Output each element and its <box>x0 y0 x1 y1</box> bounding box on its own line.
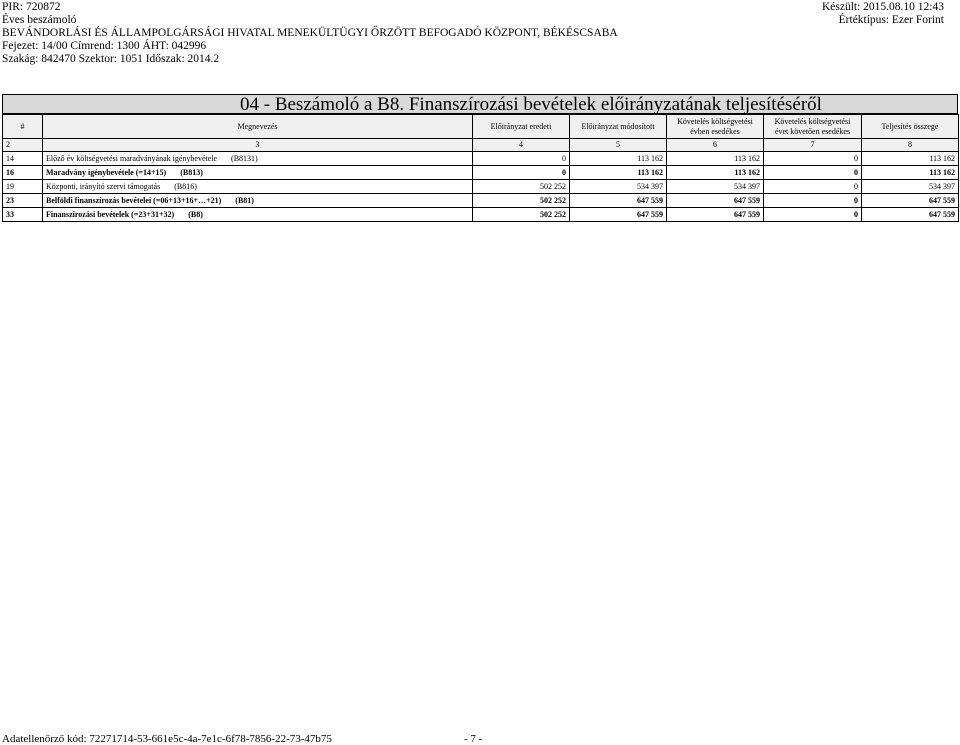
cell-claim-current: 113 162 <box>667 152 764 166</box>
table-row <box>3 208 959 222</box>
cell-claim-current: 647 559 <box>667 208 764 222</box>
report-type: Éves beszámoló <box>2 14 77 26</box>
col-number: 7 <box>764 139 862 152</box>
cell-claim-next: 0 <box>764 180 862 194</box>
report-title: 04 - Beszámoló a B8. Finanszírozási bevételek előirányzatának teljesítéséről <box>240 94 822 115</box>
row-code: (B8131) <box>231 154 258 163</box>
cell-performance: 647 559 <box>862 208 959 222</box>
cell-performance: 113 162 <box>862 166 959 180</box>
sector-line: Szakág: 842470 Szektor: 1051 Időszak: 2014.2 <box>2 53 220 65</box>
row-label <box>43 152 473 166</box>
row-code: (B816) <box>174 182 197 191</box>
cell-claim-current: 534 397 <box>667 180 764 194</box>
row-code: (B81) <box>235 196 254 205</box>
cell-claim-current: 113 162 <box>667 166 764 180</box>
value-type: Értéktípus: Ezer Forint <box>838 14 944 26</box>
report-table <box>2 114 959 222</box>
cell-original: 502 252 <box>473 208 570 222</box>
cell-claim-next: 0 <box>764 208 862 222</box>
page-number: - 7 - <box>464 733 483 745</box>
col-header-claim-next: Követelés költségvetési évet követően esedékes <box>764 115 862 139</box>
cell-performance: 113 162 <box>862 152 959 166</box>
row-label <box>43 208 473 222</box>
row-code: (B8) <box>188 210 203 219</box>
cell-modified: 647 559 <box>570 208 667 222</box>
cell-performance: 534 397 <box>862 180 959 194</box>
col-number: 2 <box>3 139 43 152</box>
row-label <box>43 194 473 208</box>
row-number: 14 <box>3 152 43 166</box>
col-header-original: Előirányzat eredeti <box>473 115 570 139</box>
col-header-performance: Teljesítés összege <box>862 115 959 139</box>
col-header-claim-current: Követelés költségvetési évben esedékes <box>667 115 764 139</box>
table-row <box>3 180 959 194</box>
cell-modified: 534 397 <box>570 180 667 194</box>
column-number-row <box>3 139 959 152</box>
col-number: 3 <box>43 139 473 152</box>
cell-modified: 647 559 <box>570 194 667 208</box>
row-label <box>43 166 473 180</box>
col-number: 4 <box>473 139 570 152</box>
institution-name: BEVÁNDORLÁSI ÉS ÁLLAMPOLGÁRSÁGI HIVATAL MENEKÜLTÜGYI ŐRZÖTT BEFOGADÓ KÖZPONT, BÉKÉSCSABA <box>2 27 618 39</box>
cell-original: 0 <box>473 152 570 166</box>
row-name: Belföldi finanszírozás bevételei (=06+13+16+…+21) <box>46 196 222 205</box>
table-row <box>3 166 959 180</box>
col-header-name: Megnevezés <box>43 115 473 139</box>
row-number: 33 <box>3 208 43 222</box>
row-number: 19 <box>3 180 43 194</box>
chapter-line: Fejezet: 14/00 Címrend: 1300 ÁHT: 042996 <box>2 40 207 52</box>
row-name: Finanszírozási bevételek (=23+31+32) <box>46 210 175 219</box>
table-row <box>3 194 959 208</box>
row-number: 16 <box>3 166 43 180</box>
col-number: 5 <box>570 139 667 152</box>
cell-claim-next: 0 <box>764 152 862 166</box>
col-header-nr: # <box>3 115 43 139</box>
row-name: Előző év költségvetési maradványának igénybevétele <box>46 154 218 163</box>
cell-performance: 647 559 <box>862 194 959 208</box>
cell-modified: 113 162 <box>570 152 667 166</box>
cell-original: 0 <box>473 166 570 180</box>
row-name: Központi, irányító szervi támogatás <box>46 182 161 191</box>
pir-id: PIR: 720872 <box>2 1 61 13</box>
cell-modified: 113 162 <box>570 166 667 180</box>
column-header-row <box>3 115 959 139</box>
created-timestamp: Készült: 2015.08.10 12:43 <box>821 1 944 13</box>
cell-claim-next: 0 <box>764 194 862 208</box>
checksum-code: Adatellenőrző kód: 72271714-53-661e5c-4a-7e1c-6f78-7856-22-73-47b75 <box>2 733 332 745</box>
cell-claim-current: 647 559 <box>667 194 764 208</box>
row-code: (B813) <box>180 168 203 177</box>
cell-original: 502 252 <box>473 194 570 208</box>
cell-original: 502 252 <box>473 180 570 194</box>
row-number: 23 <box>3 194 43 208</box>
col-number: 8 <box>862 139 959 152</box>
cell-claim-next: 0 <box>764 166 862 180</box>
row-name: Maradvány igénybevétele (=14+15) <box>46 168 167 177</box>
row-label <box>43 180 473 194</box>
table-row <box>3 152 959 166</box>
col-number: 6 <box>667 139 764 152</box>
col-header-modified: Előirányzat módosított <box>570 115 667 139</box>
